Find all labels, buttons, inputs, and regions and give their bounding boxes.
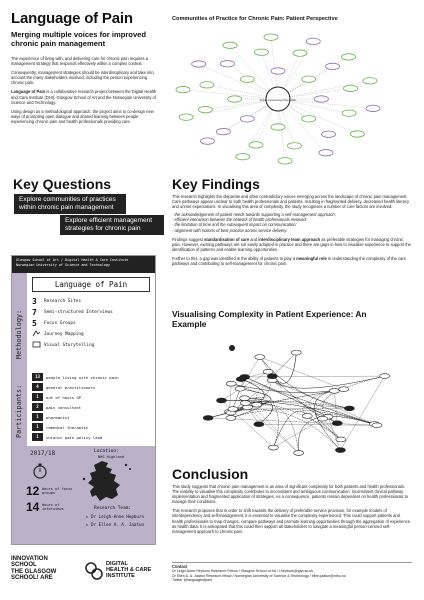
experience-node <box>254 422 264 427</box>
participants-sidebar <box>12 368 27 446</box>
location-value: NHS Highland <box>98 455 124 459</box>
community-node <box>176 86 190 92</box>
hours-row <box>26 500 86 514</box>
contact-line: Twitter @languageofpain <box>172 577 212 582</box>
findings-bullet: - alignment with notions of best practice across service delivery. <box>172 227 288 233</box>
team-member: ▸ Dr Leigh-Anne Hepburn <box>86 514 144 519</box>
participant-label: general practitioners <box>46 384 96 390</box>
participant-row <box>32 422 150 432</box>
findings-text: Findings suggest <box>172 236 205 242</box>
contact-label: Contact <box>172 564 188 569</box>
conclusion-text <box>172 484 412 534</box>
method-row <box>32 307 150 318</box>
connector-line <box>278 99 357 134</box>
conclusion-paragraph-2: This research proposes that in order to shift towards the delivery of preferable service provision, for example models of interdependency and self-management, it is essential to visualise the complexity experienced. This could support patients and health professionals to map changes, compare pathways and promote learning opportunities through the aggregation of experience as health data. It is anticipated that this could then support all stakeholders to navigate a meaningful person-centred self-management approach to chronic pain. <box>172 508 411 534</box>
method-label: Focus Groups <box>44 321 76 326</box>
method-label: Visual Storytelling <box>44 343 95 348</box>
experience-node <box>226 416 236 421</box>
project-info-panel <box>11 255 156 545</box>
community-node <box>287 143 301 149</box>
hours-block <box>26 484 86 514</box>
participant-label: pain consultant <box>46 404 82 410</box>
community-node <box>271 68 285 74</box>
community-node <box>314 96 328 102</box>
method-count: 7 <box>32 308 37 317</box>
participant-label: remedial therapist <box>46 424 89 430</box>
participant-label: out of hours GP <box>46 394 82 400</box>
participant-count: 1 <box>32 413 43 421</box>
participant-label: people living with chronic pain <box>46 374 119 380</box>
experience-node <box>318 416 328 421</box>
experience-node <box>203 416 213 421</box>
participant-row <box>32 402 150 412</box>
experience-node <box>372 423 382 428</box>
community-node <box>278 158 292 164</box>
contact-line: Dr Leigh-Anne Hepburn Research Fellow / Glasgow School of Art / l.hepburn@gsa.ac.uk <box>172 569 314 574</box>
experience-node <box>240 396 250 401</box>
pathway-line <box>245 376 385 377</box>
findings-text: in understanding the complexity of the care pathways and contributing to self-management for chronic pain. <box>172 255 406 267</box>
intro-paragraph-3 <box>11 89 159 104</box>
contact-line: Dr Ellen A. A. Jaatun Research fellow / Norwegian University of Science & Technology / ellen.jaatun@ntnu.no <box>172 573 346 578</box>
community-node <box>319 150 333 156</box>
info-box-title: Language of Pain <box>32 277 150 292</box>
key-findings-text <box>172 194 412 266</box>
contact-block <box>172 562 412 582</box>
community-node <box>240 116 254 122</box>
findings-emphasis: interdisciplinary team approach <box>258 236 321 242</box>
participant-row <box>32 412 150 422</box>
participant-row <box>32 372 150 382</box>
team-member: ▸ Dr Ellen A. A. Jaatun <box>86 522 144 527</box>
communities-title: Communities of Practice for Chronic Pain: Patient Perspective <box>172 16 338 22</box>
community-node <box>216 128 230 134</box>
community-node <box>306 38 320 44</box>
community-node <box>198 106 212 112</box>
experience-node <box>268 445 278 450</box>
intro-paragraph-1: The experience of living with, and delivering care for chronic pain requires a management strategy that responds effectively within a complex context. <box>11 56 148 67</box>
team-member-name: Dr Leigh-Anne Hepburn <box>91 514 144 519</box>
community-node <box>302 116 316 122</box>
community-node <box>322 131 336 137</box>
participant-row <box>32 432 150 442</box>
intro-paragraph-2: Consequently, management strategies should be interdisciplinary and take into account the many stakeholders involved, including the person experiencing chronic pain. <box>11 70 154 86</box>
experience-node <box>380 374 390 379</box>
method-label: Semi-structured Interviews <box>44 310 113 315</box>
method-row <box>32 340 150 351</box>
participant-count: 1 <box>32 423 43 431</box>
participants-section <box>32 372 150 442</box>
pathway-line <box>272 376 384 388</box>
findings-emphasis: meaningful role <box>296 255 327 261</box>
experience-node <box>228 407 238 412</box>
participant-count: 13 <box>32 373 43 381</box>
conclusion-heading: Conclusion <box>172 466 249 482</box>
gsa-logo-text: SCHOOL! ARE <box>11 575 53 582</box>
findings-paragraph-2 <box>172 237 412 252</box>
findings-paragraph-3 <box>172 256 412 266</box>
community-node <box>342 110 356 116</box>
participant-row <box>32 392 150 402</box>
experience-node <box>263 369 273 374</box>
community-node <box>179 114 193 120</box>
community-node <box>223 42 237 48</box>
dhi-logo <box>106 561 151 580</box>
community-node <box>249 142 263 148</box>
gsa-logo-text: THE GLASGOW <box>11 568 57 575</box>
method-count: 3 <box>32 297 37 306</box>
stopwatch-icon <box>32 462 48 485</box>
participant-count: 2 <box>32 403 43 411</box>
findings-text: Further to this, a gap was identified in the ability of patients to play a <box>172 255 297 261</box>
hours-interview-label: Hours of interviews <box>42 503 64 511</box>
hours-focus-label: Hours of focus groups <box>42 487 73 495</box>
experience-node <box>344 406 354 411</box>
communities-diagram <box>170 33 408 167</box>
community-node <box>200 82 214 88</box>
experience-node <box>329 388 339 393</box>
community-node <box>192 61 206 67</box>
pathway-line <box>257 404 299 453</box>
connector-line <box>199 64 278 99</box>
experience-node <box>216 398 226 403</box>
experience-node <box>226 381 236 386</box>
info-header-line: Norwegian University of Science and Technology <box>16 262 110 267</box>
method-row <box>32 318 150 329</box>
findings-bullet: - the limitation of time and the subsequent impact on communication; <box>172 222 297 228</box>
intro-project-name: Language of Pain <box>11 89 46 95</box>
research-team-label: Research Team: <box>94 506 132 511</box>
key-questions-heading: Key Questions <box>13 176 112 192</box>
experience-node <box>336 437 346 442</box>
community-node <box>363 78 377 84</box>
location-label: Location: <box>94 449 119 454</box>
community-node <box>236 153 250 159</box>
community-node <box>293 50 307 56</box>
participant-label: pharmacist <box>46 414 70 420</box>
info-header-line: Glasgow School of Art / Digital Health & Care Institute <box>16 258 129 262</box>
experience-node <box>294 451 304 456</box>
experience-node <box>235 386 245 391</box>
method-label: Journey Mapping <box>44 332 84 337</box>
findings-bullet: - efficient interaction between the network of health professionals involved; <box>172 217 307 223</box>
key-findings-heading: Key Findings <box>172 176 260 192</box>
findings-text: as preferable strategies for managing chronic pain. However, existing pathways are not easily adopted in practice and there are gaps in how to visualise experience to support the identification of patterns and enable learning opportunities. <box>172 236 411 252</box>
methodology-sidebar <box>12 273 27 368</box>
hours-interview-count: 14 <box>26 500 40 514</box>
hours-row <box>26 484 86 498</box>
visualising-heading: Visualising Complexity in Patient Experience: An Example <box>172 309 367 329</box>
participants-label: Participants: <box>15 384 23 438</box>
experience-node <box>252 402 262 407</box>
findings-emphasis: standardisation of care <box>204 236 250 242</box>
community-node <box>255 49 269 55</box>
participant-count: 1 <box>32 433 43 441</box>
dhi-logo-text: INSTITUTE <box>106 573 135 580</box>
dhi-logo-icon <box>84 560 104 582</box>
community-node <box>264 34 278 40</box>
community-node <box>350 131 364 137</box>
page-title: Language of Pain <box>11 10 133 27</box>
experience-node <box>255 355 265 360</box>
gsa-logo <box>11 556 56 582</box>
journey-map-icon <box>32 330 44 339</box>
community-node <box>342 54 356 60</box>
participant-count: 1 <box>32 393 43 401</box>
experience-node <box>291 350 301 355</box>
method-row <box>32 296 150 307</box>
participant-count: 4 <box>32 383 43 391</box>
project-year: 2017/18 <box>30 450 56 457</box>
gsa-logo-text: INNOVATION <box>11 556 48 562</box>
storytelling-icon <box>32 341 44 350</box>
community-node <box>271 124 285 130</box>
complexity-diagram <box>172 334 412 462</box>
community-node <box>200 138 214 144</box>
method-label: Research Sites <box>44 299 82 304</box>
community-node <box>366 105 380 111</box>
methodology-label: Methodology: <box>15 309 23 359</box>
participant-label: chronic pain policy lead <box>46 434 103 440</box>
key-question-1: Explore communities of practices within chronic pain management <box>14 194 126 214</box>
experience-node <box>302 414 312 419</box>
page-subtitle: Merging multiple voices for improved chronic pain management <box>11 30 147 48</box>
dhi-logo-text: DIGITAL <box>106 561 128 567</box>
key-question-2: Explore efficient management strategies for chronic pain <box>60 215 164 235</box>
method-row <box>32 329 150 340</box>
experience-node <box>240 401 250 406</box>
community-node <box>326 63 340 69</box>
community-node <box>302 76 316 82</box>
findings-text: and <box>249 236 259 242</box>
dhi-logo-text: HEALTH & CARE <box>106 567 152 574</box>
intro-paragraph-4: Using design as a methodological approach, the project aims to co-design new ways of prompting open dialogue and shared learning between people experiencing chronic pain and health professionals providing care. <box>11 108 154 124</box>
experience-node <box>339 387 349 392</box>
findings-bullet-list <box>172 212 412 232</box>
findings-bullet: - the acknowledgement of patient needs towards supporting a self-management approach; <box>172 212 336 218</box>
experience-node <box>332 421 342 426</box>
gsa-logo-text: SCHOOL <box>11 562 37 569</box>
methodology-section <box>32 277 150 351</box>
center-node-label: Person experiencing Chronic Pain <box>259 99 297 102</box>
start-node <box>229 345 235 351</box>
experience-node <box>240 375 250 380</box>
method-count: 5 <box>32 319 37 328</box>
intro-text <box>11 56 159 124</box>
community-node <box>228 96 242 102</box>
conclusion-paragraph-1: This study suggests that chronic pain management is an area of significant complexity for both patients and health professionals. The inability to visualise this complexity contributes to inconsistent and ambiguous communication; inconsistent clinical pathway implementation and fragmented application of strategies. As a consequence, patients remain dependent on health professionals to manage their conditions. <box>172 484 408 505</box>
community-node <box>240 76 254 82</box>
team-member-name: Dr Ellen A. A. Jaatun <box>91 522 144 527</box>
intro-project-desc: is a collaborative research project between the Digital Health and Care Institute (DHI), Glasgow School of Art and the Norwegian University of Science and Technology. <box>11 89 157 105</box>
experience-node <box>267 374 277 379</box>
community-node <box>344 85 358 91</box>
pathway-line <box>240 357 260 389</box>
hours-focus-count: 12 <box>26 484 40 498</box>
info-panel-header <box>12 256 155 273</box>
participant-row <box>32 382 150 392</box>
experience-node <box>335 448 345 453</box>
findings-paragraph-1: This research highlights the disparate and often contradictory voices emerging across the landscape of chronic pain management. Care pathways appear unclear to both health professionals and patients, resulting in fragmented delivery, decreased health literacy and unmet expectations. In visualising this area of complexity, the study recognises a number of core factors are involved: <box>172 194 410 210</box>
community-node <box>220 61 234 67</box>
